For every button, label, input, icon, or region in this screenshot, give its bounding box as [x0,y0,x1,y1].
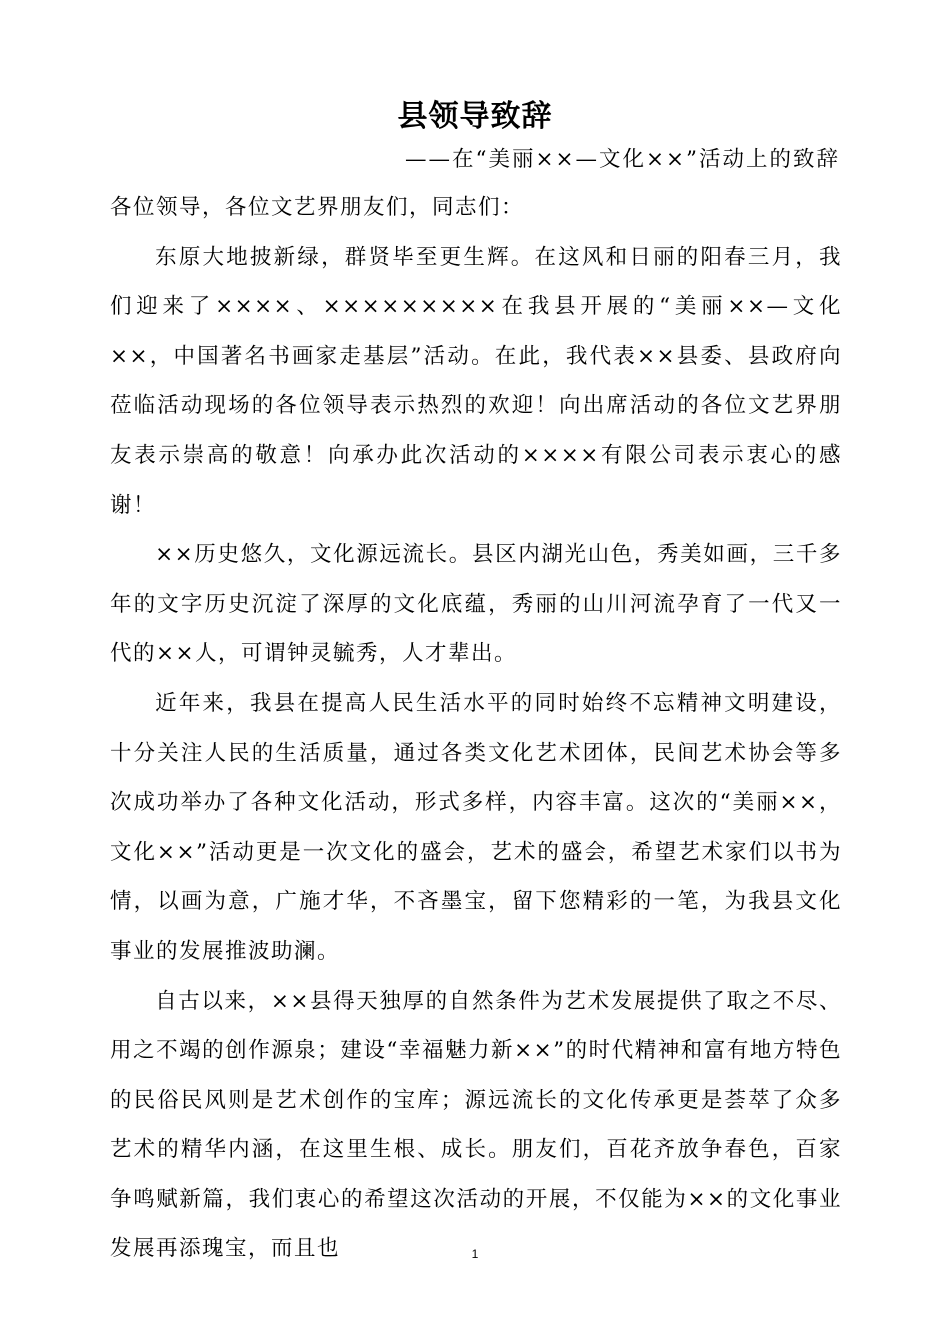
page-number: 1 [471,1247,479,1261]
paragraph-since-ancient-times: 自古以来，××县得天独厚的自然条件为艺术发展提供了取之不尽、用之不竭的创作源泉；建设“幸福魅力新××”的时代精神和富有地方特色的民俗民风则是艺术创作的宝库；源远流长的文化传承更是荟萃了众多艺术的精华内涵，在这里生根、成长。朋友们，百花齐放争春色，百家争鸣赋新篇，我们衷心的希望这次活动的开展，不仅能为××的文化事业发展再添瑰宝，而且也 [110,988,842,1262]
document-body [110,183,842,1274]
page-subtitle: ——在“美丽××—文化××”活动上的致辞 [404,147,840,172]
paragraph-welcome: 东原大地披新绿，群贤毕至更生辉。在这风和日丽的阳春三月，我们迎来了××××、×××××××××在我县开展的“美丽××—文化××，中国著名书画家走基层”活动。在此，我代表××县委、县政府向莅临活动现场的各位领导表示热烈的欢迎！向出席活动的各位文艺界朋友表示崇高的敬意！向承办此次活动的××××有限公司表示衷心的感谢！ [110,244,842,518]
page-title: 县领导致辞 [397,99,553,134]
paragraph-history: ××历史悠久，文化源远流长。县区内湖光山色，秀美如画，三千多年的文字历史沉淀了深厚的文化底蕴，秀丽的山川河流孕育了一代又一代的××人，可谓钟灵毓秀，人才辈出。 [110,542,842,667]
salutation: 各位领导，各位文艺界朋友们，同志们： [110,195,525,220]
paragraph-recent-years: 近年来，我县在提高人民生活水平的同时始终不忘精神文明建设，十分关注人民的生活质量，通过各类文化艺术团体，民间艺术协会等多次成功举办了各种文化活动，形式多样，内容丰富。这次的“美丽××，文化××”活动更是一次文化的盛会，艺术的盛会，希望艺术家们以书为情，以画为意，广施才华，不吝墨宝，留下您精彩的一笔，为我县文化事业的发展推波助澜。 [110,690,842,964]
